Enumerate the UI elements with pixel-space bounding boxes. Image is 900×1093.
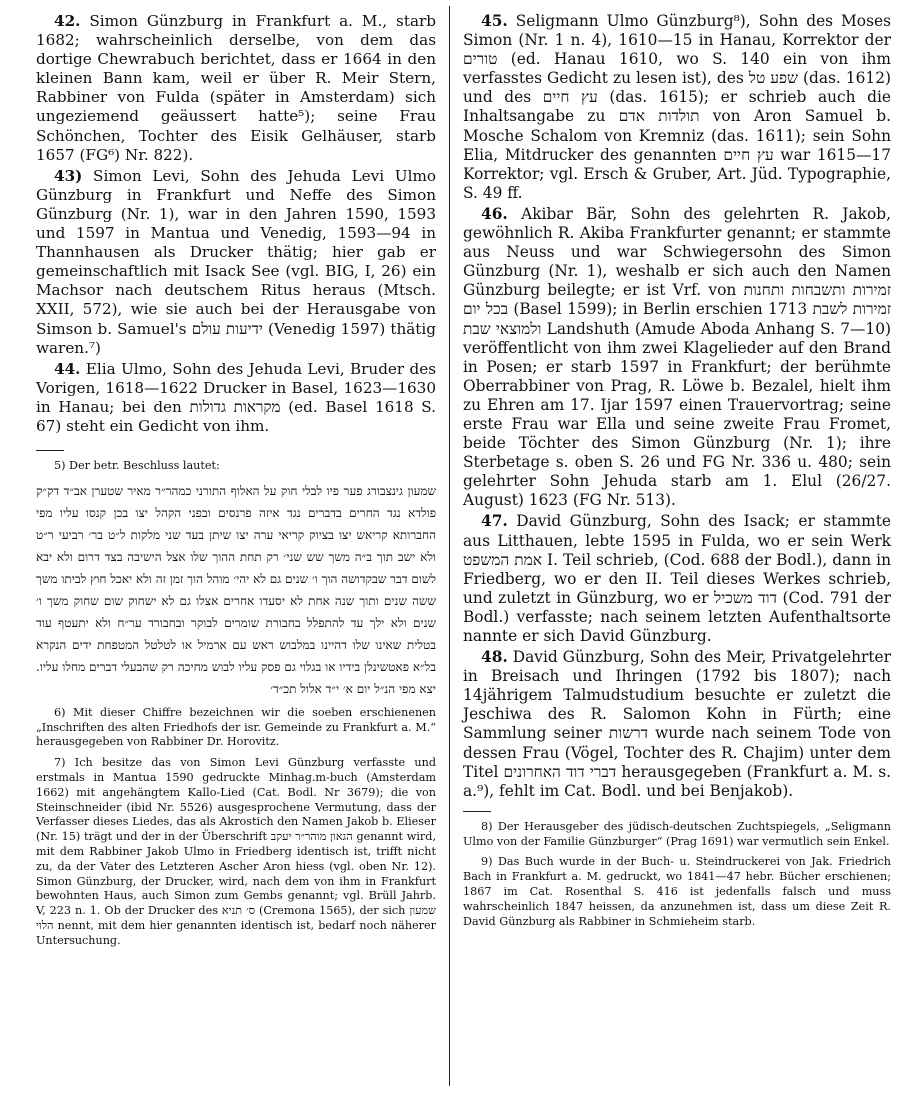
entry-44 (36, 360, 436, 436)
footnote-number: 9) (481, 855, 493, 869)
footnote-6 (36, 706, 436, 750)
entry-text: Simon Levi, Sohn des Jehuda Levi Ulmo Günzburg in Frankfurt und Neffe des Simon Günzburg (Nr. 1), war in den Jahren 1590, 1593 und 1597 in Mantua und Venedig, 1593—94 in Thannhausen als Drucker thätig; hier gab er gemeinschaftlich mit Isack See (vgl. BIG, I, 26) ein Machsor nach deutschem Ritus heraus (Mtsch. XXII, 572), wie sie auch bei der Herausgabe von Simson b. Samuel's ידיעות עולם (Venedig 1597) thätig waren.⁷) (36, 166, 436, 357)
entry-text: Elia Ulmo, Sohn des Jehuda Levi, Bruder des Vorigen, 1618—1622 Drucker in Basel, 1623—1630 in Hanau; bei den מקראות גדולות (ed. Basel 1618 S. 67) steht ein Gedicht von ihm. (36, 359, 436, 435)
entry-text: Seligmann Ulmo Günzburg⁸), Sohn des Moses Simon (Nr. 1 n. 4), 1610—15 in Hanau, Korrektor der טורים (ed. Hanau 1610, wo S. 140 ein von ihm verfasstes Gedicht zu lesen ist), des שפע טל (das. 1612) und des עץ חיים (das. 1615); er schrieb auch die Inhaltsangabe zu תולדות אדם von Aron Samuel b. Mosche Schalom von Kremniz (das. 1611); sein Sohn Elia, Mitdrucker des genannten עץ חיים war 1615—17 Korrektor; vgl. Ersch & Gruber, Art. Jüd. Typographie, S. 49 ff. (463, 12, 892, 202)
entry-number: 42. (54, 12, 81, 30)
entry-47 (463, 512, 891, 646)
entry-number: 45. (481, 12, 508, 30)
entry-number: 43) (54, 166, 83, 185)
footnote-divider (36, 450, 64, 451)
left-column (36, 12, 436, 955)
footnote-number: 8) (481, 819, 493, 833)
entry-43 (36, 167, 436, 358)
entry-number: 47. (481, 512, 508, 531)
footnote-text: Ich besitze das von Simon Levi Günzburg verfasste und erstmals in Mantua 1590 gedruckte Minhag.m-buch (Amsterdam 1662) mit angehängtem Kallo-Lied (Cat. Bodl. Nr 3679); die von Steinschneider (ibid Nr. 5526) ausgesprochene Vermutung, dass der Verfasser dieses Liedes, das als Akrostich den Namen Jakob b. Elieser (Nr. 15) trägt und der in der Überschrift הגאון מוהר״ר יעקב genannt wird, mit dem Rabbiner Jakob Ulmo in Friedberg identisch ist, trifft nicht zu, da der Vater des Letzteren Ascher Aron hiess (vgl. oben Nr. 12). Simon Günzburg, der Drucker, wird, nach dem von ihm in Frankfurt bewohnten Haus, auch Simon zum Gembs genannt; vgl. Brüll Jahrb. V, 223 n. 1. Ob der Drucker des ס׳ תניא (Cremona 1565), der sich שמעון הלוי nennt, mit dem hier genannten identisch ist, bedarf noch näherer Untersuchung. (36, 756, 437, 947)
entry-text: David Günzburg, Sohn des Isack; er stammte aus Litthauen, lebte 1595 in Fulda, wo er sein Werk אמת המשפט I. Teil schrieb, (Cod. 688 der Bodl.), dann in Friedberg, wo er den II. Teil dieses Werkes schrieb, und zuletzt in Günzburg, wo er דוד משכיל (Cod. 791 der Bodl.) verfasste; nach seinem letzten Aufenthaltsorte nannte er sich David Günzburg. (463, 512, 891, 645)
footnote-text: Mit dieser Chiffre bezeichnen wir die soeben erschienenen „Inschriften des alten Friedhofs der isr. Gemeinde zu Frankfurt a. M.“ herausgegeben von Rabbiner Dr. Horovitz. (36, 705, 436, 749)
entry-45 (463, 12, 891, 203)
footnote-number: 5) (54, 459, 66, 473)
entry-number: 48. (481, 648, 508, 667)
footnote-divider (463, 811, 491, 812)
entry-text: David Günzburg, Sohn des Meir, Privatgelehrter in Breisach und Ihringen (1792 bis 1807); nach 14jährigem Talmudstudium besuchte er zuletzt die Jeschiwa des R. Salomon Kohn in Fürth; eine Sammlung seiner דרשות wurde nach seinem Tode von dessen Frau (Vögel, Tochter des R. Chajim) unter dem Titel דברי דוד האחרונים herausgegeben (Frankfurt a. M. s. a.⁹), fehlt im Cat. Bodl. und bei Benjakob). (463, 648, 892, 800)
entry-46 (463, 205, 891, 511)
footnote-9 (463, 855, 891, 929)
entry-42 (36, 12, 436, 165)
entry-number: 44. (54, 359, 81, 378)
footnote-text: Der Herausgeber des jüdisch-deutschen Zuchtspiegels, „Seligmann Ulmo von der Familie Günzburger“ (Prag 1691) war vermutlich sein Enkel. (463, 819, 892, 848)
footnote-number: 6) (54, 705, 66, 719)
footnote-text: Der betr. Beschluss lautet: (69, 459, 220, 473)
footnote-7 (36, 756, 436, 948)
footnote-text: Das Buch wurde in der Buch- u. Steindruckerei von Jak. Friedrich Bach in Frankfurt a. M. gedruckt, wo 1841—47 hebr. Bücher erschienen; 1867 im Cat. Rosenthal S. 416 ist jedenfalls falsch und muss wahrscheinlich 1847 heissen, da anzunehmen ist, dass um diese Zeit R. David Günzburg als Rabbiner in Schmieheim starb. (463, 855, 892, 928)
column-divider (449, 6, 450, 1086)
footnote-8 (463, 820, 891, 850)
hebrew-resolution-block: שמעון גינצבורג פער פיו לבלי חוק על האלוף התורני כמהר״ר מאיר שטערן אב״ד דק״ק פולדא נגד החרים בדברים נגד איזה פרנסים ובפני הקהל יצו בכן קנסו עליו מפי החברותא קריאש יצו בציוק קריאי ערה יצו שיתן בעד שני מלקות ל״ט בר׳ רביעי ר״ט ולא ישב תוך ב״ה משך שש שני׳ רק תחת ההוך שלו אצל הישיבה בצד דרום ולא יבא לשום דבר שבקדושה הוך ו׳ שנים גם לא יהי׳ מוהל הוך זמן זה ולא יאכל חוץ לביתו משך ששה שנים ותוך שנה אחת לא יסעדו אחרים אצלו גם לא ישחוק שום שחוק משך ו׳ שנים ולא ילך עד להתפלל בחבורת שומרים לבוקר ובחבורד ער״ח ולא יתעטף עוד בטלית שאינו שלו דהיינו במלבוש ראש עם ארמיל או לטלטל המטפחת ידים הנקרא בל״א פאטשינלן בידיו או בגלוי גם פסק עליו לבוש מחיכה רק שהבעלי דברים מחלו עליו. יצא מפי הנ״ל יום א׳ י״ד אלול תכ״ד׳ (36, 483, 436, 696)
entry-text: Akibar Bär, Sohn des gelehrten R. Jakob, gewöhnlich R. Akiba Frankfurter genannt; er stammte aus Neuss und war Schwiegersohn des Simon Günzburg (Nr. 1), weshalb er sich auch den Namen Günzburg beilegte; er ist Vrf. von זמירות ותשבחות ותחנות בכל יום (Basel 1599); in Berlin erschien 1713 זמירות לשבת ולמוצאי שבת Landshuth (Amude Aboda Anhang S. 7—10) veröffentlicht von ihm zwei Klagelieder auf den Brand in Posen; er starb 1597 in Frankfurt; der berühmte Oberrabbiner von Prag, R. Löwe b. Bezalel, hielt ihm zu Ehren am 17. Ijar 1597 einen Trauervortrag; seine erste Frau war Ella und seine zweite Frau Fromet, beide Töchter des Simon Günzburg (Nr. 1); ihre Sterbetage s. oben S. 26 und FG Nr. 336 u. 480; sein gelehrter Sohn Jehuda starb am 1. Elul (26/27. August) 1623 (FG Nr. 513). (463, 204, 892, 510)
footnote-number: 7) (54, 756, 66, 770)
footnote-5 (36, 459, 436, 474)
entry-text: Simon Günzburg in Frankfurt a. M., starb 1682; wahrscheinlich derselbe, von dem das dortige Chewrabuch berichtet, dass er 1664 in den kleinen Bann kam, weil er über R. Meir Stern, Rabbiner von Fulda (später in Amsterdam) sich ungeziemend geäussert hatte⁵); seine Frau Schönchen, Tochter des Eisik Gelhäuser, starb 1657 (FG⁶) Nr. 822). (36, 12, 436, 164)
right-column (463, 12, 891, 935)
entry-48 (463, 648, 891, 801)
entry-number: 46. (481, 204, 508, 223)
